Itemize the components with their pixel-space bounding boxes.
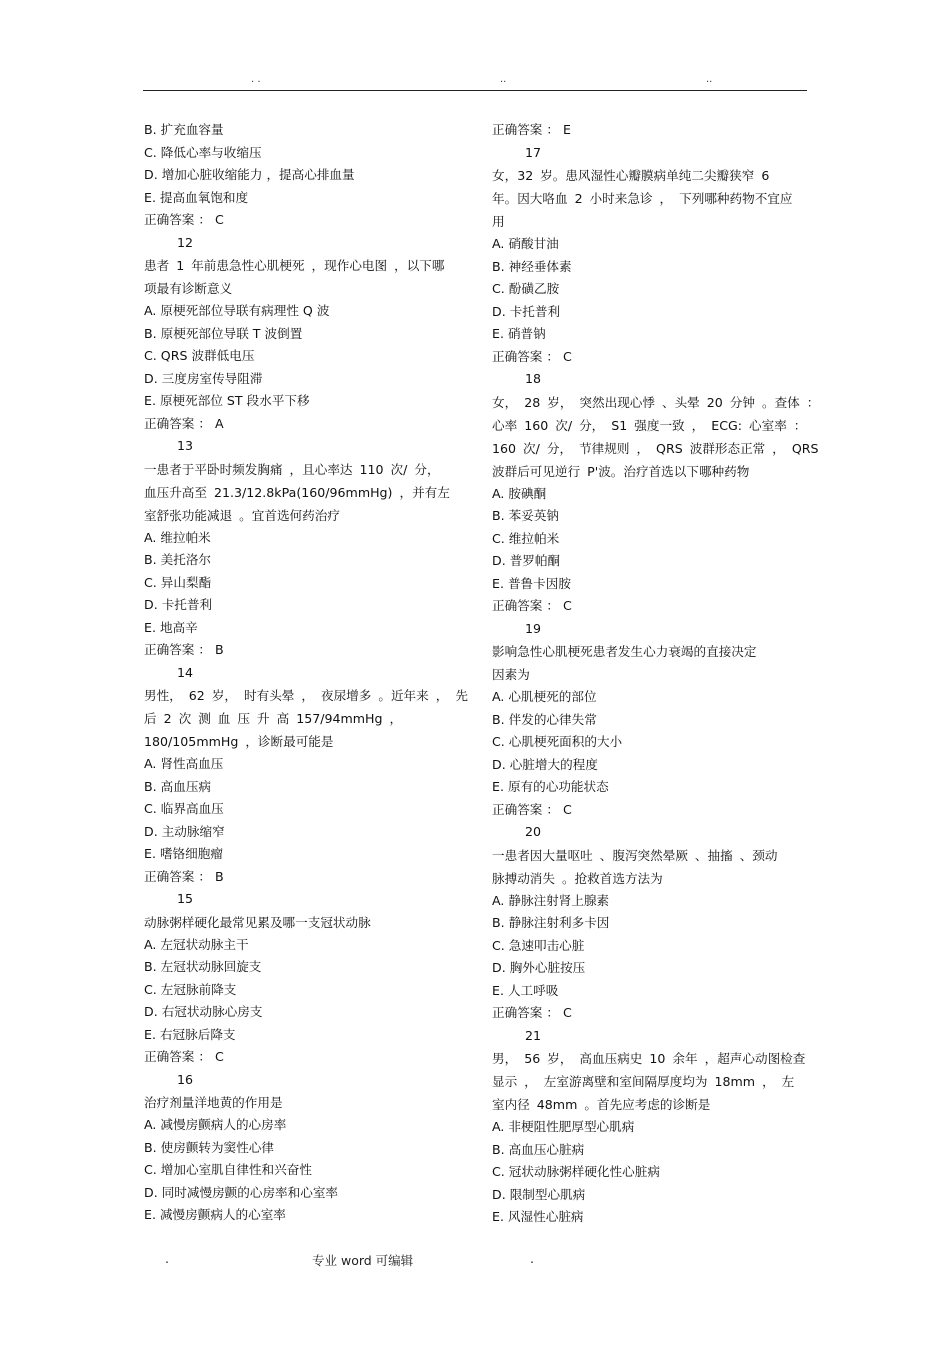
correct-answer: 正确答案 ： C bbox=[492, 1005, 572, 1020]
answer-option: A. 心肌梗死的部位 bbox=[492, 689, 597, 704]
question-text: 治疗剂量洋地黄的作用是 bbox=[144, 1095, 283, 1110]
question-text: 项最有诊断意义 bbox=[144, 281, 233, 296]
correct-answer: 正确答案 ： C bbox=[492, 801, 572, 817]
answer-option: E. 减慢房颤病人的心室率 bbox=[144, 1207, 286, 1222]
question-number: 19 bbox=[525, 620, 542, 636]
answer-option: A. 胺碘酮 bbox=[492, 485, 547, 501]
question-number: 17 bbox=[525, 144, 542, 160]
question-number: 14 bbox=[177, 664, 194, 680]
answer-option: D. 普罗帕酮 bbox=[492, 553, 561, 568]
answer-option: D. 增加心脏收缩能力 ，提高心排血量 bbox=[144, 167, 355, 182]
header-rule bbox=[143, 90, 807, 91]
answer-option: B. 美托洛尔 bbox=[144, 552, 212, 567]
question-text: 后 2 次 测 血 压 升 高 157/94mmHg ， bbox=[144, 711, 403, 726]
right-column bbox=[492, 119, 820, 1229]
footer-text: 专业 word 可编辑 bbox=[312, 1253, 414, 1268]
answer-option: D. 右冠状动脉心房支 bbox=[144, 1004, 263, 1019]
answer-option: B. 神经垂体素 bbox=[492, 258, 572, 274]
question-text: 心率 160 次/ 分， S1 强度一致 ， ECG: 心室率 ： bbox=[492, 417, 807, 433]
question-text: 女，32 岁。患风湿性心瓣膜病单纯二尖瓣狭窄 6 bbox=[492, 168, 770, 183]
answer-option: E. 嗜铬细胞瘤 bbox=[144, 846, 223, 861]
answer-option: A. 减慢房颤病人的心房率 bbox=[144, 1117, 287, 1132]
question-text: 160 次/ 分， 节律规则 ， QRS 波群形态正常 ， QRS bbox=[492, 440, 819, 456]
answer-option: C. 冠状动脉粥样硬化性心脏病 bbox=[492, 1164, 660, 1179]
answer-option: A. 肾性高血压 bbox=[144, 756, 224, 771]
question-number: 21 bbox=[525, 1027, 542, 1043]
answer-option: C. 酚磺乙胺 bbox=[492, 281, 560, 296]
header-mark-left: . . bbox=[251, 74, 261, 85]
answer-option: A. 硝酸甘油 bbox=[492, 236, 559, 251]
answer-option: B. 高血压病 bbox=[144, 778, 212, 794]
answer-option: D. 限制型心肌病 bbox=[492, 1186, 586, 1202]
question-text: 用 bbox=[492, 214, 505, 229]
answer-option: B. 使房颤转为窦性心律 bbox=[144, 1139, 274, 1155]
answer-option: C. 降低心率与收缩压 bbox=[144, 144, 262, 160]
answer-option: B. 原梗死部位导联 T 波倒置 bbox=[144, 325, 303, 341]
answer-option: E. 普鲁卡因胺 bbox=[492, 575, 571, 591]
question-text: 男性， 62 岁， 时有头晕 ， 夜尿增多 。近年来 ， 先 bbox=[144, 688, 468, 703]
answer-option: C. 左冠脉前降支 bbox=[144, 981, 237, 997]
correct-answer: 正确答案 ： C bbox=[492, 598, 572, 613]
question-text: 室舒张功能减退 。宜首选何药治疗 bbox=[144, 507, 340, 523]
question-text: 动脉粥样硬化最常见累及哪一支冠状动脉 bbox=[144, 914, 371, 930]
question-text: 波群后可见逆行 P'波。治疗首选以下哪种药物 bbox=[492, 463, 750, 479]
answer-option: E. 原有的心功能状态 bbox=[492, 779, 609, 794]
correct-answer: 正确答案 ： C bbox=[492, 348, 572, 364]
question-text: 女， 28 岁， 突然出现心悸 、头晕 20 分钟 。查体 ： bbox=[492, 394, 820, 410]
answer-option: E. 提高血氧饱和度 bbox=[144, 189, 249, 205]
answer-option: C. 心肌梗死面积的大小 bbox=[492, 734, 623, 749]
header-mark-center: .. bbox=[500, 74, 507, 85]
question-text: 室内径 48mm 。首先应考虑的诊断是 bbox=[492, 1097, 711, 1112]
correct-answer: 正确答案 ： A bbox=[144, 415, 224, 431]
answer-option: E. 原梗死部位 ST 段水平下移 bbox=[144, 393, 310, 408]
answer-option: B. 伴发的心律失常 bbox=[492, 711, 597, 727]
answer-option: B. 苯妥英钠 bbox=[492, 508, 560, 523]
question-number: 18 bbox=[525, 371, 542, 386]
question-number: 12 bbox=[177, 234, 194, 250]
question-text: 男， 56 岁， 高血压病史 10 余年 ，超声心动图检查 bbox=[492, 1051, 806, 1066]
answer-option: B. 扩充血容量 bbox=[144, 122, 224, 137]
correct-answer: 正确答案 ： C bbox=[144, 1049, 224, 1064]
answer-option: B. 左冠状动脉回旋支 bbox=[144, 959, 262, 974]
answer-option: A. 左冠状动脉主干 bbox=[144, 936, 249, 952]
question-text: 一患者因大量呕吐 、腹泻突然晕厥 、抽搐 、颈动 bbox=[492, 847, 778, 863]
question-text: 影响急性心肌梗死患者发生心力衰竭的直接决定 bbox=[492, 644, 757, 659]
answer-option: B. 静脉注射利多卡因 bbox=[492, 915, 610, 930]
answer-option: E. 地高辛 bbox=[144, 619, 198, 635]
footer-dot-right: . bbox=[530, 1251, 534, 1266]
question-number: 13 bbox=[177, 438, 194, 453]
answer-option: D. 主动脉缩窄 bbox=[144, 823, 225, 839]
answer-option: E. 人工呼吸 bbox=[492, 982, 559, 998]
answer-option: E. 硝普钠 bbox=[492, 326, 546, 341]
question-text: 因素为 bbox=[492, 667, 530, 682]
answer-option: C. QRS 波群低电压 bbox=[144, 348, 255, 363]
question-text: 脉搏动消失 。抢救首选方法为 bbox=[492, 870, 663, 886]
answer-option: D. 卡托普利 bbox=[144, 597, 213, 612]
answer-option: D. 胸外心脏按压 bbox=[492, 960, 586, 975]
question-text: 180/105mmHg ，诊断最可能是 bbox=[144, 734, 334, 749]
answer-option: A. 非梗阻性肥厚型心肌病 bbox=[492, 1119, 635, 1134]
correct-answer: 正确答案 ： C bbox=[144, 212, 224, 227]
answer-option: C. 增加心室肌自律性和兴奋性 bbox=[144, 1162, 312, 1177]
answer-option: C. 维拉帕米 bbox=[492, 530, 560, 546]
answer-option: D. 卡托普利 bbox=[492, 303, 561, 319]
answer-option: D. 三度房室传导阻滞 bbox=[144, 370, 263, 386]
question-number: 16 bbox=[177, 1071, 194, 1087]
correct-answer: 正确答案 ： B bbox=[144, 642, 224, 657]
answer-option: A. 维拉帕米 bbox=[144, 529, 211, 545]
answer-option: D. 同时减慢房颤的心房率和心室率 bbox=[144, 1184, 339, 1200]
question-text: 年。因大咯血 2 小时来急诊 ， 下列哪种药物不宜应 bbox=[492, 191, 793, 206]
question-text: 显示 ， 左室游离壁和室间隔厚度均为 18mm ， 左 bbox=[492, 1074, 795, 1089]
question-number: 15 bbox=[177, 891, 194, 906]
answer-option: D. 心脏增大的程度 bbox=[492, 756, 598, 772]
left-column bbox=[144, 119, 468, 1227]
answer-option: C. 异山梨酯 bbox=[144, 574, 212, 590]
answer-option: A. 原梗死部位导联有病理性 Q 波 bbox=[144, 303, 330, 318]
question-number: 20 bbox=[525, 824, 542, 839]
question-text: 血压升高至 21.3/12.8kPa(160/96mmHg) ，并有左 bbox=[144, 484, 450, 500]
answer-option: E. 风湿性心脏病 bbox=[492, 1209, 584, 1224]
question-text: 一患者于平卧时频发胸痛 ，且心率达 110 次/ 分， bbox=[144, 461, 440, 477]
answer-option: C. 临界高血压 bbox=[144, 801, 224, 816]
answer-option: C. 急速叩击心脏 bbox=[492, 937, 585, 953]
answer-option: A. 静脉注射肾上腺素 bbox=[492, 892, 610, 908]
answer-option: B. 高血压心脏病 bbox=[492, 1141, 585, 1157]
footer-dot-left: . bbox=[165, 1251, 169, 1266]
answer-option: E. 右冠脉后降支 bbox=[144, 1026, 236, 1042]
header-mark-right: .. bbox=[706, 74, 713, 85]
question-text: 患者 1 年前患急性心肌梗死 ，现作心电图 ，以下哪 bbox=[144, 258, 445, 273]
correct-answer: 正确答案 ： E bbox=[492, 122, 571, 137]
correct-answer: 正确答案 ： B bbox=[144, 868, 224, 884]
